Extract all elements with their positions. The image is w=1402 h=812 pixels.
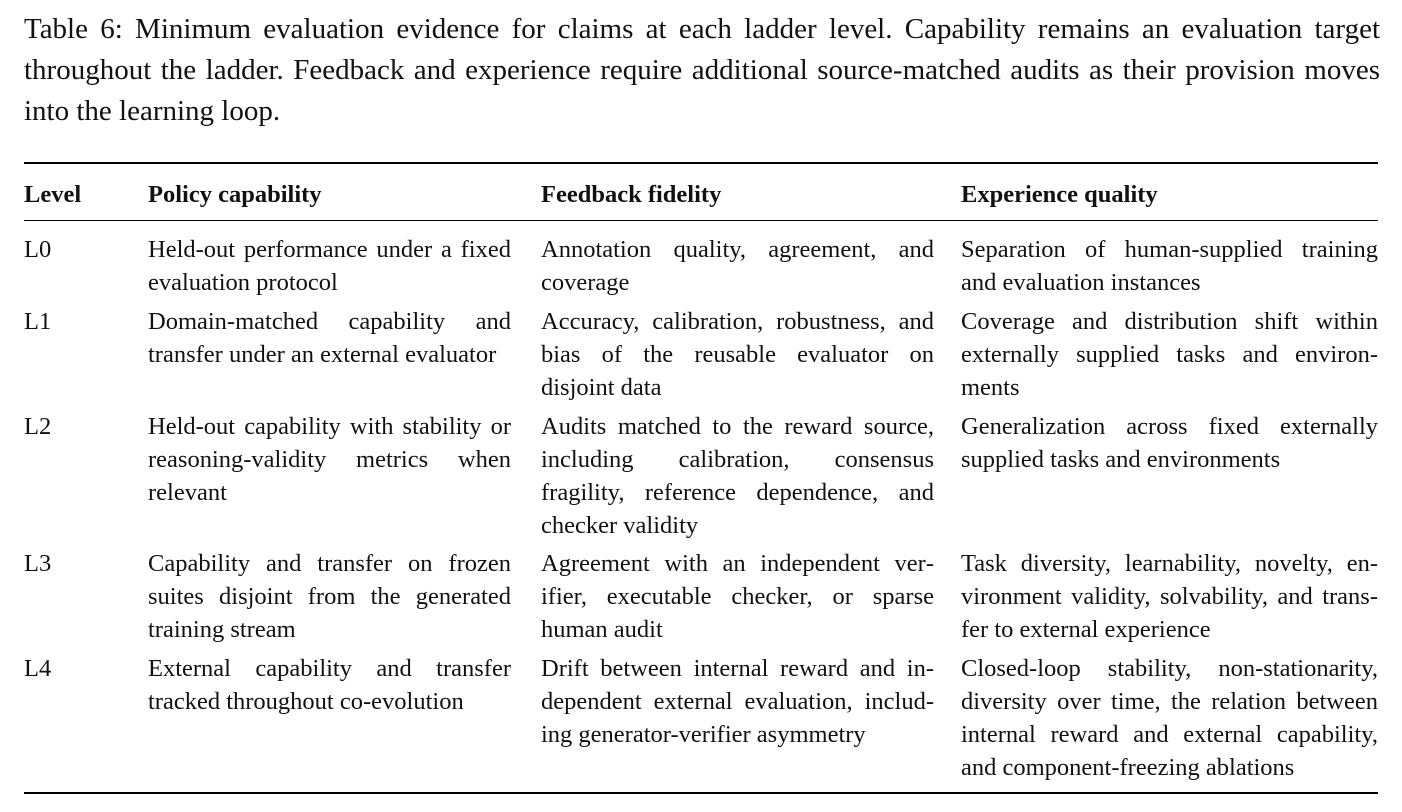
table-cell-experience: Generalization across fixed externally supplied tasks and environments — [961, 413, 1378, 473]
header-feedback-fidelity: Feedback fidelity — [541, 181, 722, 208]
header-policy-capability: Policy capability — [148, 181, 322, 208]
table-header-rule — [24, 220, 1378, 221]
table-cell-experience: Task diversity, learnability, novelty, environment validity, solvability, and transfer to external experience — [961, 550, 1378, 643]
header-experience-quality: Experience quality — [961, 181, 1158, 208]
table-cell-capability: Capability and transfer on frozen suites disjoint from the generated training stream — [148, 550, 511, 643]
table-cell-capability: Held-out performance under a fixed evaluation protocol — [148, 236, 511, 296]
table-cell-feedback: Annotation quality, agreement, and coverage — [541, 236, 934, 296]
table-cell-experience: Separation of human-supplied training and evaluation instances — [961, 236, 1378, 296]
header-level: Level — [24, 181, 82, 208]
table-caption: Table 6: Minimum evaluation evidence for claims at each ladder level. Capability remains an evaluation target throughout the ladder. Feedback and experience require additional source-matched audits as their provision moves into the learning loop. — [24, 13, 1380, 127]
table-cell-experience: Closed-loop stability, non-stationarity, diversity over time, the relation between internal reward and external capability, and component-freezing ablations — [961, 655, 1378, 781]
table-cell-capability: Held-out capability with stability or reasoning-validity metrics when relevant — [148, 413, 511, 506]
table-cell-feedback: Agreement with an independent verifier, executable checker, or sparse human audit — [541, 550, 934, 643]
table-cell-capability: External capability and transfer tracked throughout co-evolution — [148, 655, 511, 715]
table-bottom-rule — [24, 792, 1378, 794]
table-row-level: L2 — [24, 413, 52, 440]
table-row-level: L0 — [24, 236, 52, 263]
table-row-level: L4 — [24, 655, 52, 682]
table-row-level: L3 — [24, 550, 52, 577]
table-top-rule — [24, 162, 1378, 164]
table-cell-feedback: Audits matched to the reward source, including calibration, consensus fragility, reference dependence, and checker validity — [541, 413, 934, 539]
table-cell-experience: Coverage and distribution shift within externally supplied tasks and environments — [961, 308, 1378, 401]
table-row-level: L1 — [24, 308, 52, 335]
table-cell-feedback: Accuracy, calibration, robustness, and bias of the reusable evaluator on disjoint data — [541, 308, 934, 401]
table-cell-feedback: Drift between internal reward and independent external evaluation, including generator-verifier asymmetry — [541, 655, 934, 748]
table-cell-capability: Domain-matched capability and transfer under an external evaluator — [148, 308, 511, 368]
